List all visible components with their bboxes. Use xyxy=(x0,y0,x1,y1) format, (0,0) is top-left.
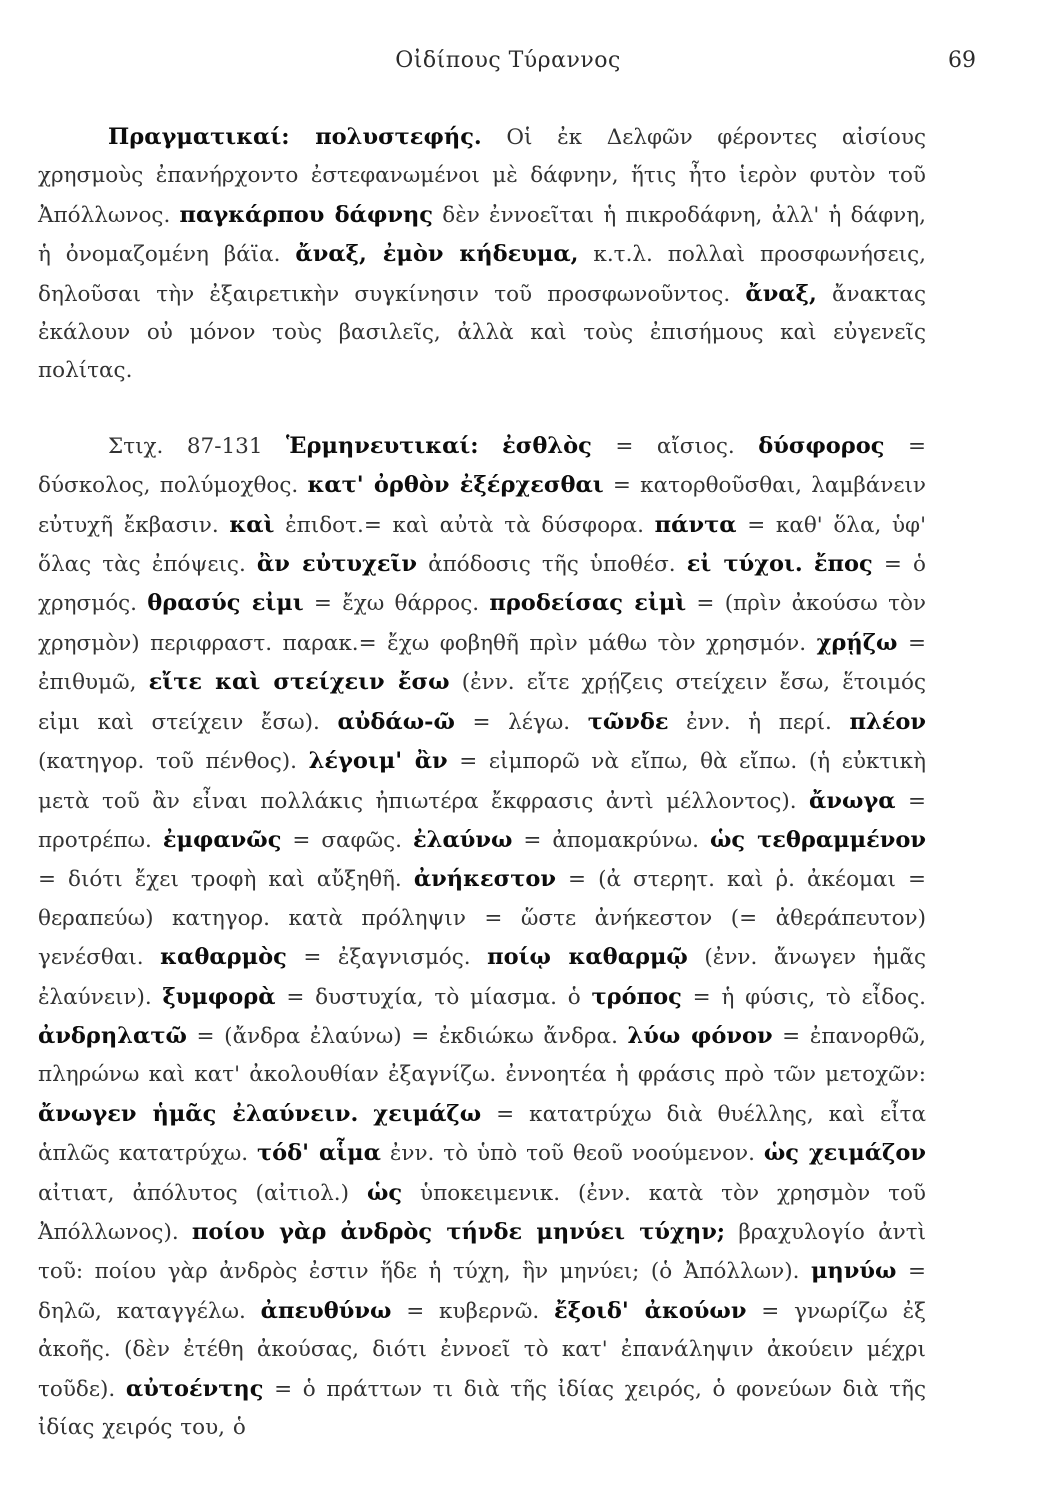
lemma-term: ἀνδρηλατῶ xyxy=(38,1022,187,1049)
commentary-text: = καθ' ὅλα, ὑφ' ὅλας τὰς ἐπόψεις. xyxy=(38,512,926,578)
commentary-text: = κυβερνῶ. xyxy=(391,1298,555,1324)
lemma-term: τρόπος xyxy=(591,983,682,1010)
lemma-term: κατ' ὀρθὸν ἐξέρχεσθαι xyxy=(307,472,604,499)
running-head xyxy=(40,48,976,88)
lemma-term: αὐτοέντης xyxy=(125,1375,264,1402)
running-title: Οἰδίπους Τύραννος xyxy=(395,48,621,73)
commentary-text: = αἴσιος. xyxy=(591,433,759,459)
body-text xyxy=(38,118,926,1447)
lemma-term: λύω φόνον xyxy=(627,1022,773,1049)
paragraph-interpretive-notes xyxy=(38,427,926,1448)
commentary-text: = εἰμπορῶ νὰ εἴπω, θὰ εἴπω. (ἡ εὐκτικὴ μετὰ τοῦ ἂν εἶναι πολλάκις ἠπιωτέρα ἔκφρασις ἀντὶ μέλλοντος). xyxy=(38,749,926,814)
commentary-text: = ἐπιθυμῶ, xyxy=(38,630,926,696)
commentary-text: δὲν ἐννοεῖται ἡ πικροδάφνη, ἀλλ' ἡ δάφνη, ἡ ὀνομαζομένη βάϊα. xyxy=(38,202,926,268)
commentary-text xyxy=(479,434,503,459)
lemma-term: ἄνωγεν ἡμᾶς ἐλαύνειν. xyxy=(38,1100,359,1127)
commentary-text: = ὁ χρησμός. xyxy=(38,552,926,617)
commentary-text: κ.τ.λ. πολλαὶ προσφωνήσεις, δηλοῦσαι τὴν ἐξαιρετικὴν συγκίνησιν τοῦ προσφωνοῦντος. xyxy=(38,242,926,307)
commentary-text: ἄνακτας ἐκάλουν οὐ μόνον τοὺς βασιλεῖς, ἀλλὰ καὶ τοὺς ἐπισήμους καὶ εὐγενεῖς πολίτας. xyxy=(38,281,926,384)
commentary-text: = κατορθοῦσθαι, λαμβάνειν εὐτυχῆ ἔκβασιν. xyxy=(38,473,926,538)
lemma-term: πλέον xyxy=(849,708,927,735)
lemma-term: πάντα xyxy=(654,511,737,538)
commentary-text: = ἔχω θάρρος. xyxy=(303,591,490,617)
lemma-term: μηνύω xyxy=(810,1258,897,1285)
lemma-term: ἂν εὐτυχεῖν xyxy=(256,551,418,578)
commentary-text: (ἐνν. εἴτε χρῄζεις στείχειν ἔσω, ἕτοιμός εἰμι καὶ στείχειν ἔσω). xyxy=(38,670,926,735)
lemma-term: ποίῳ καθαρμῷ xyxy=(487,944,688,971)
commentary-text: = ἐπανορθῶ, πληρώνω καὶ κατ' ἀκολουθίαν ἐξαγνίζω. ἐννοητέα ἡ φράσις πρὸ τῶν μετοχῶν: xyxy=(38,1023,926,1088)
lemma-term: τῶνδε xyxy=(587,708,669,735)
commentary-text: = δηλῶ, καταγγέλω. xyxy=(38,1259,926,1324)
commentary-text xyxy=(803,552,814,577)
commentary-text: = ὁ πράττων τι διὰ τῆς ἰδίας χειρός, ὁ φονεύων διὰ τῆς ἰδίας χειρός του, ὁ xyxy=(38,1376,926,1440)
lemma-term: προδείσας εἰμὶ xyxy=(489,590,687,617)
lemma-term: ἐλαύνω xyxy=(412,826,513,853)
commentary-text: = σαφῶς. xyxy=(281,827,413,853)
commentary-text: = προτρέπω. xyxy=(38,788,926,853)
commentary-text: Οἱ ἐκ Δελφῶν φέροντες αἰσίους χρησμοὺς ἐπανήρχοντο ἐστεφανωμένοι μὲ δάφνην, ἥτις ἦτο ἱερὸν φυτὸν τοῦ Ἀπόλλωνος. xyxy=(38,125,926,228)
commentary-text: (κατηγορ. τοῦ πένθος). xyxy=(38,749,309,775)
commentary-text: = διότι ἔχει τροφὴ καὶ αὔξηθῆ. xyxy=(38,867,414,893)
lemma-term: ποίου γὰρ ἀνδρὸς τήνδε μηνύει τύχην; xyxy=(191,1218,726,1245)
lemma-term: ἐσθλὸς xyxy=(502,432,592,459)
lemma-term: ἔξοιδ' ἀκούων xyxy=(554,1297,747,1324)
commentary-text: ἐπιδοτ.= καὶ αὐτὰ τὰ δύσφορα. xyxy=(274,512,655,538)
lemma-term: εἰ τύχοι. xyxy=(686,551,803,578)
commentary-text: = κατατρύχω διὰ θυέλλης, καὶ εἶτα ἁπλῶς κατατρύχω. xyxy=(38,1101,926,1167)
lemma-term: λέγοιμ' ἂν xyxy=(308,748,448,775)
lemma-term: ἀπευθύνω xyxy=(260,1297,392,1324)
commentary-text: ὑποκειμενικ. (ἐνν. κατὰ τὸν χρησμὸν τοῦ Ἀπόλλωνος). xyxy=(38,1180,926,1245)
commentary-text: βραχυλογίο ἀντὶ τοῦ: ποίου γὰρ ἀνδρὸς ἐστιν ἥδε ἡ τύχη, ἣν μηνύει; (ὁ Ἀπόλλων). xyxy=(38,1219,927,1285)
lemma-term: ἄναξ, ἐμὸν κήδευμα, xyxy=(295,241,579,268)
lemma-term: τόδ' αἷμα xyxy=(257,1140,381,1167)
commentary-text xyxy=(358,1102,373,1127)
lemma-term: ὡς xyxy=(366,1179,403,1206)
commentary-text: = λέγω. xyxy=(454,709,588,735)
lemma-term: ἄνωγα xyxy=(809,787,896,814)
page-number: 69 xyxy=(948,48,976,73)
lemma-term: ὡς τεθραμμένον xyxy=(709,826,927,853)
lemma-term: εἴτε καὶ στείχειν ἔσω xyxy=(148,669,450,696)
lemma-term: θρασύς εἰμι xyxy=(147,590,304,617)
commentary-text: = ἡ φύσις, τὸ εἶδος. xyxy=(681,984,926,1010)
lemma-term: ἐμφανῶς xyxy=(162,826,282,853)
lemma-term: αὐδάω-ῶ xyxy=(337,708,455,735)
lemma-term: ἄναξ, xyxy=(745,280,817,307)
lemma-term: δύσφορος xyxy=(758,432,885,459)
commentary-text: = ἀπομακρύνω. xyxy=(512,827,710,853)
lemma-term: ἔπος xyxy=(813,551,873,578)
lemma-term: παγκάρπου δάφνης xyxy=(179,201,433,228)
commentary-text: = δυστυχία, τὸ μίασμα. ὁ xyxy=(275,984,592,1010)
commentary-text: αἰτιατ, ἀπόλυτος (αἰτιολ.) xyxy=(38,1180,367,1206)
commentary-text: Στιχ. 87-131 xyxy=(108,433,287,459)
lemma-term: ἀνήκεστον xyxy=(413,866,556,893)
lemma-term: καθαρμὸς xyxy=(160,944,287,971)
lemma-term: χρῄζω xyxy=(816,629,898,656)
commentary-text: = (ἀ στερητ. καὶ ῥ. ἀκέομαι = θεραπεύω) κατηγορ. κατὰ πρόληψιν = ὥστε ἀνήκεστον (= ἀθεράπευτον) γενέσθαι. xyxy=(38,867,926,971)
commentary-text: = δύσκολος, πολύμοχθος. xyxy=(38,433,926,499)
commentary-text: = γνωρίζω ἐξ ἀκοῆς. (δὲν ἐτέθη ἀκούσας, διότι ἐννοεῖ τὸ κατ' ἐπανάληψιν ἀκούειν μέχρι τοῦδε). xyxy=(38,1298,927,1402)
lemma-term: Ἑρμηνευτικαί: xyxy=(286,432,479,459)
commentary-text: = ἐξαγνισμός. xyxy=(286,945,488,971)
commentary-text: (ἐνν. ἄνωγεν ἡμᾶς ἐλαύνειν). xyxy=(38,945,927,1010)
lemma-term: ὡς χειμάζον xyxy=(763,1140,926,1167)
commentary-text: ἀπόδοσις τῆς ὑποθέσ. xyxy=(417,552,687,578)
commentary-text: ἐνν. ἡ περί. xyxy=(668,709,850,735)
lemma-term: καὶ xyxy=(229,511,275,538)
lemma-term: ξυμφορὰ xyxy=(162,983,276,1010)
paragraph-practical-notes xyxy=(38,118,926,391)
commentary-text: = (πρὶν ἀκούσω τὸν χρησμὸν) περιφραστ. παρακ.= ἔχω φοβηθῆ πρὶν μάθω τὸν χρησμόν. xyxy=(38,591,926,656)
lemma-term: χειμάζω xyxy=(373,1100,482,1127)
commentary-text: = (ἄνδρα ἐλαύνω) = ἐκδιώκω ἄνδρα. xyxy=(186,1023,628,1049)
lemma-term: Πραγματικαί: πολυστεφής. xyxy=(108,124,482,150)
commentary-text: ἐνν. τὸ ὑπὸ τοῦ θεοῦ νοούμενον. xyxy=(380,1141,764,1167)
